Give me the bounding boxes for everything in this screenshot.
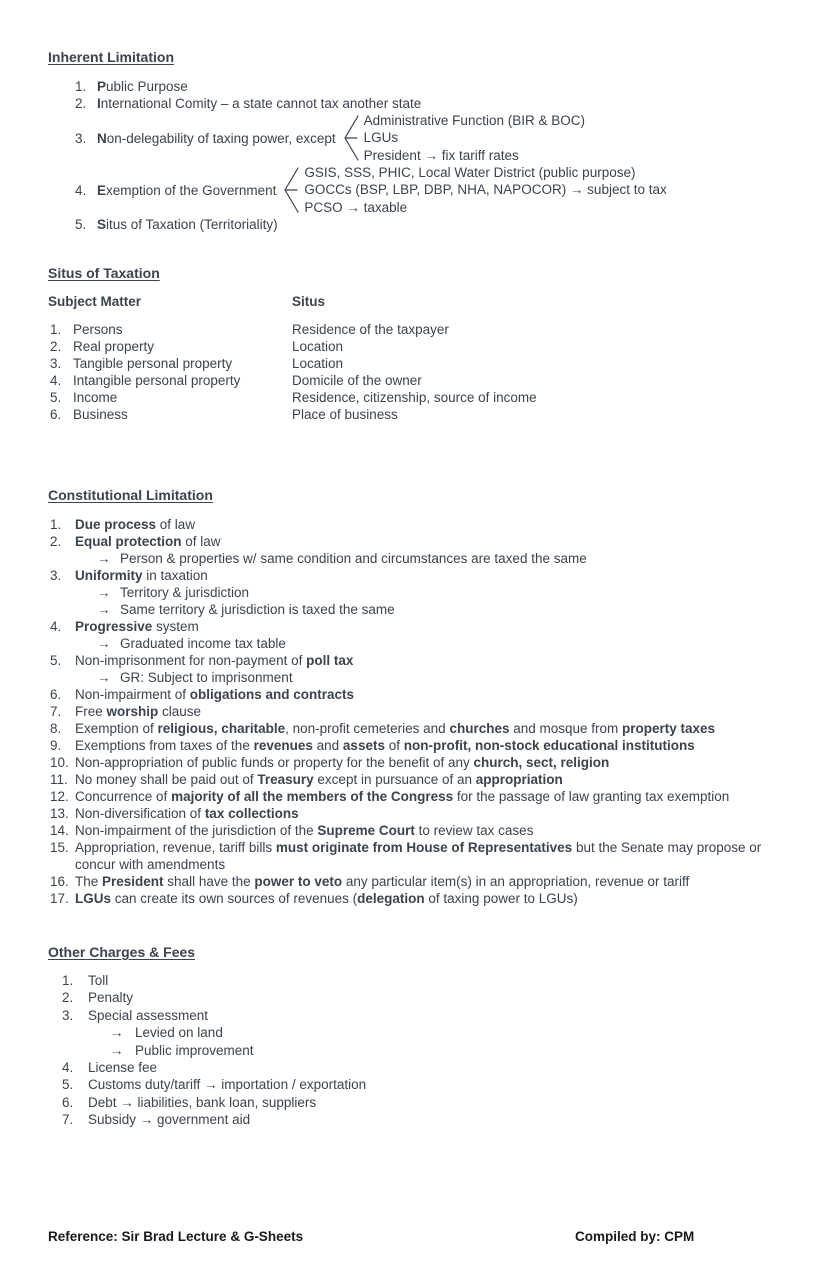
table-row bbox=[0, 355, 783, 372]
item-text: Customs duty/tariff → importation / exportation bbox=[88, 1077, 367, 1093]
footer-compiled-by: Compiled by: CPM bbox=[575, 1229, 695, 1244]
row-number: 2. bbox=[50, 339, 62, 354]
table-row bbox=[0, 338, 783, 355]
list-item bbox=[0, 771, 783, 788]
list-number: 15. bbox=[50, 840, 69, 855]
section-other-charges-fees bbox=[0, 944, 783, 1129]
item-text: No money shall be paid out of Treasury except in pursuance of an appropriation bbox=[75, 772, 563, 787]
subject-cell: Persons bbox=[73, 322, 123, 337]
list-number: 6. bbox=[50, 687, 62, 702]
item-text: Exemption of the Government bbox=[97, 182, 277, 198]
item-text: Special assessment bbox=[88, 1007, 209, 1023]
item-text: LGUs can create its own sources of revenues (delegation of taxing power to LGUs) bbox=[75, 891, 578, 906]
list-item bbox=[0, 618, 783, 635]
list-number: 17. bbox=[50, 891, 69, 906]
table-row bbox=[0, 406, 783, 423]
column-header-situs: Situs bbox=[292, 294, 326, 309]
branch-line: GSIS, SSS, PHIC, Local Water District (public purpose) bbox=[304, 165, 636, 181]
situs-cell: Residence of the taxpayer bbox=[292, 322, 449, 337]
list-item bbox=[0, 788, 783, 805]
list-item bbox=[0, 584, 783, 601]
list-item bbox=[0, 1007, 783, 1024]
list-item bbox=[0, 1059, 783, 1076]
arrow-icon: → bbox=[97, 585, 111, 600]
arrow-icon: → bbox=[110, 1025, 124, 1041]
table-row bbox=[0, 372, 783, 389]
table-row bbox=[0, 389, 783, 406]
situs-cell: Location bbox=[292, 339, 344, 354]
item-text: Free worship clause bbox=[75, 704, 202, 719]
constitutional-list bbox=[0, 516, 783, 907]
list-item bbox=[0, 164, 783, 216]
list-item bbox=[0, 216, 783, 233]
list-number: 4. bbox=[75, 182, 87, 198]
subject-cell: Real property bbox=[73, 339, 155, 354]
arrow-icon: → bbox=[97, 670, 111, 685]
section-heading: Inherent Limitation bbox=[48, 49, 174, 65]
list-item bbox=[0, 533, 783, 550]
table-row bbox=[0, 321, 783, 338]
branch-line: President → fix tariff rates bbox=[363, 147, 519, 163]
branch-lines bbox=[304, 164, 666, 216]
list-number: 10. bbox=[50, 755, 69, 770]
arrow-icon: → bbox=[97, 636, 111, 651]
situs-cell: Place of business bbox=[292, 407, 398, 422]
arrow-icon: → bbox=[110, 1042, 124, 1058]
list-item bbox=[0, 805, 783, 822]
item-text: Progressive system bbox=[75, 619, 199, 634]
list-item bbox=[0, 720, 783, 737]
subject-cell: Intangible personal property bbox=[73, 373, 241, 388]
situs-cell: Location bbox=[292, 356, 344, 371]
list-item bbox=[0, 601, 783, 618]
list-item bbox=[0, 822, 783, 839]
list-item bbox=[0, 972, 783, 989]
section-constitutional-limitation bbox=[0, 487, 783, 907]
list-number: 12. bbox=[50, 789, 69, 804]
item-text: Subsidy → government aid bbox=[88, 1112, 251, 1128]
situs-table bbox=[0, 321, 783, 423]
item-text: Uniformity in taxation bbox=[75, 568, 208, 583]
item-text: Exemption of religious, charitable, non-profit cemeteries and churches and mosque from property taxes bbox=[75, 721, 716, 736]
list-number: 2. bbox=[50, 534, 62, 549]
list-number: 7. bbox=[50, 704, 62, 719]
list-item bbox=[0, 873, 783, 890]
list-number: 1. bbox=[50, 517, 62, 532]
item-text: Situs of Taxation (Territoriality) bbox=[97, 217, 278, 232]
situs-cell: Domicile of the owner bbox=[292, 373, 422, 388]
list-number: 7. bbox=[62, 1112, 74, 1128]
item-text: The President shall have the power to veto any particular item(s) in an appropriation, revenue or tariff bbox=[75, 874, 690, 889]
item-text: Levied on land bbox=[135, 1025, 223, 1041]
list-number: 11. bbox=[50, 772, 68, 787]
list-number: 1. bbox=[62, 973, 74, 988]
list-number: 2. bbox=[75, 96, 87, 111]
row-number: 5. bbox=[50, 390, 62, 405]
item-text: Toll bbox=[88, 973, 109, 988]
arrow-icon: → bbox=[97, 551, 111, 566]
list-number: 13. bbox=[50, 806, 69, 821]
item-text: Public improvement bbox=[135, 1042, 254, 1058]
item-text: Equal protection of law bbox=[75, 534, 221, 549]
list-item bbox=[0, 737, 783, 754]
list-item bbox=[0, 1094, 783, 1111]
branch-lines bbox=[364, 112, 585, 164]
list-number: 14. bbox=[50, 823, 69, 838]
section-heading: Other Charges & Fees bbox=[48, 944, 196, 960]
list-number: 5. bbox=[62, 1077, 74, 1093]
list-item bbox=[0, 550, 783, 567]
arrow-icon: → bbox=[97, 602, 111, 617]
item-text: Non-impairment of obligations and contracts bbox=[75, 687, 355, 702]
list-item bbox=[0, 516, 783, 533]
section-inherent-limitation bbox=[0, 49, 783, 233]
list-number: 9. bbox=[50, 738, 62, 753]
list-number: 3. bbox=[62, 1007, 74, 1023]
list-number: 4. bbox=[62, 1060, 74, 1076]
item-text: Due process of law bbox=[75, 517, 196, 532]
list-item bbox=[0, 1042, 783, 1059]
list-item bbox=[0, 839, 783, 873]
branch-line: LGUs bbox=[363, 130, 399, 146]
item-text: Non-delegability of taxing power, except bbox=[97, 130, 336, 146]
list-number: 5. bbox=[50, 653, 62, 668]
item-text: Non-imprisonment for non-payment of poll tax bbox=[75, 653, 354, 668]
list-number: 6. bbox=[62, 1094, 74, 1110]
item-text: GR: Subject to imprisonment bbox=[120, 670, 293, 685]
subject-cell: Business bbox=[73, 407, 128, 422]
item-text: Public Purpose bbox=[97, 79, 188, 94]
item-text: Non-impairment of the jurisdiction of the Supreme Court to review tax cases bbox=[75, 823, 534, 838]
list-item bbox=[0, 567, 783, 584]
list-number: 16. bbox=[50, 874, 69, 889]
list-item bbox=[0, 1111, 783, 1128]
section-heading: Constitutional Limitation bbox=[48, 487, 213, 503]
item-text: Exemptions from taxes of the revenues and assets of non-profit, non-stock educational institutions bbox=[75, 738, 695, 753]
table-header-row bbox=[0, 293, 783, 310]
branch-line: Administrative Function (BIR & BOC) bbox=[363, 113, 585, 129]
list-item bbox=[0, 635, 783, 652]
item-text: International Comity – a state cannot tax another state bbox=[97, 96, 422, 111]
list-item bbox=[0, 890, 783, 907]
section-situs-of-taxation bbox=[0, 265, 783, 423]
subject-cell: Income bbox=[73, 390, 118, 405]
item-text: License fee bbox=[88, 1060, 158, 1076]
list-item bbox=[0, 989, 783, 1006]
section-heading: Situs of Taxation bbox=[48, 265, 160, 281]
row-number: 6. bbox=[50, 407, 62, 422]
item-text: Appropriation, revenue, tariff bills must originate from House of Representatives but the Senate may propose or concur with amendments bbox=[75, 840, 762, 872]
item-text: Non-appropriation of public funds or property for the benefit of any church, sect, religion bbox=[75, 755, 610, 770]
list-number: 2. bbox=[62, 990, 74, 1006]
list-item bbox=[0, 112, 783, 164]
situs-cell: Residence, citizenship, source of income bbox=[292, 390, 537, 405]
branch-fork-icon bbox=[283, 166, 299, 214]
list-item bbox=[0, 686, 783, 703]
list-item bbox=[0, 652, 783, 669]
subject-cell: Tangible personal property bbox=[73, 356, 233, 371]
list-number: 4. bbox=[50, 619, 62, 634]
list-number: 1. bbox=[75, 79, 87, 94]
list-item bbox=[0, 78, 783, 95]
branch-fork-icon bbox=[343, 114, 359, 162]
item-text: Non-diversification of tax collections bbox=[75, 806, 299, 821]
other-charges-list bbox=[0, 972, 783, 1129]
item-text: Person & properties w/ same condition and circumstances are taxed the same bbox=[120, 551, 587, 566]
item-text: Graduated income tax table bbox=[120, 636, 286, 651]
list-item bbox=[0, 95, 783, 112]
item-text: Concurrence of majority of all the members of the Congress for the passage of law granting tax exemption bbox=[75, 789, 730, 804]
list-number: 8. bbox=[50, 721, 62, 736]
item-text: Debt → liabilities, bank loan, suppliers bbox=[88, 1094, 317, 1110]
item-text: Penalty bbox=[88, 990, 134, 1006]
row-number: 3. bbox=[50, 356, 62, 371]
list-item bbox=[0, 669, 783, 686]
list-item bbox=[0, 1024, 783, 1041]
list-item bbox=[0, 1076, 783, 1093]
list-number: 3. bbox=[75, 130, 87, 146]
row-number: 4. bbox=[50, 373, 62, 388]
footer-reference: Reference: Sir Brad Lecture & G-Sheets bbox=[48, 1229, 304, 1244]
item-text: Same territory & jurisdiction is taxed the same bbox=[120, 602, 395, 617]
branch-line: GOCCs (BSP, LBP, DBP, NHA, NAPOCOR) → subject to tax bbox=[304, 182, 667, 198]
item-text: Territory & jurisdiction bbox=[120, 585, 250, 600]
row-number: 1. bbox=[50, 322, 62, 337]
list-number: 3. bbox=[50, 568, 62, 583]
list-item bbox=[0, 754, 783, 771]
list-number: 5. bbox=[75, 217, 87, 232]
list-item bbox=[0, 703, 783, 720]
branch-line: PCSO → taxable bbox=[304, 199, 408, 215]
column-header-subject-matter: Subject Matter bbox=[48, 294, 142, 309]
